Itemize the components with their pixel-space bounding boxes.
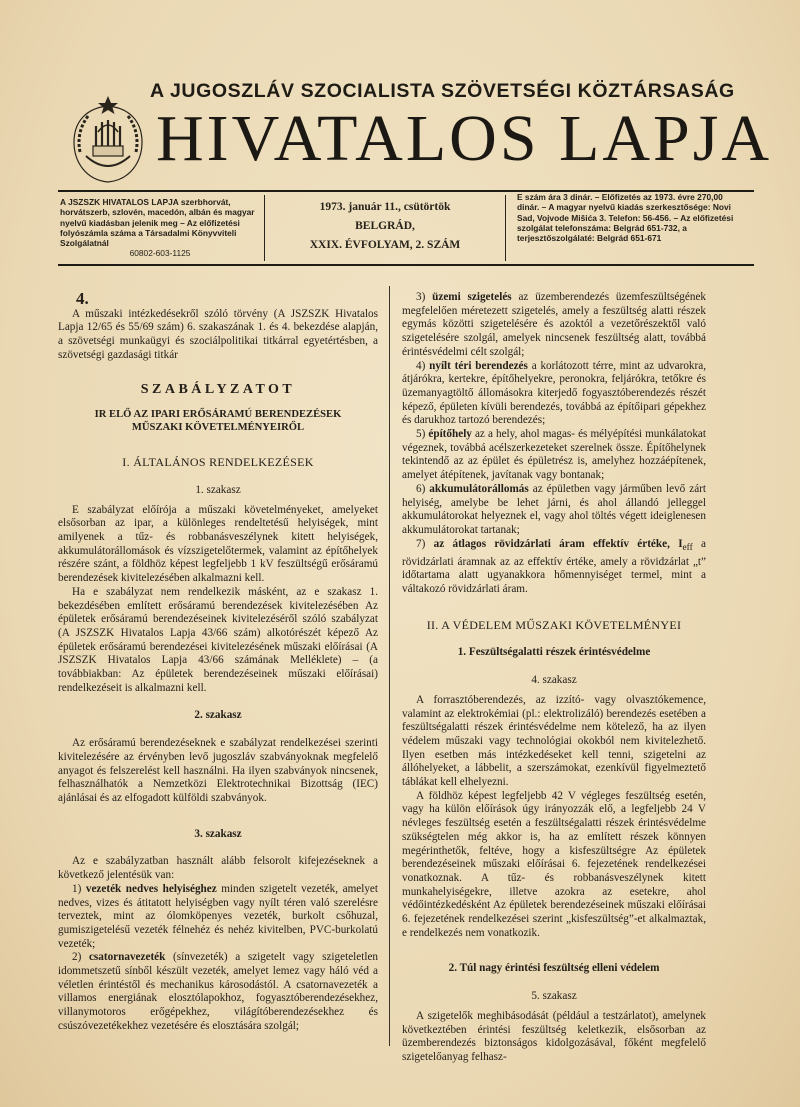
column-divider [389, 286, 390, 1046]
article-5-heading: 5. szakasz [531, 990, 577, 1003]
article-5-paragraph-1: A szigetelők meghibásodását (például a testzárlatot), amelynek következtében érintési feszültség keletkezik, elsősorban az üzemberendezés biztonságos kidolgozásával, főként megfelelő szigetelőanyag felhasz- [402, 1009, 706, 1063]
issue-place: BELGRÁD, [355, 220, 415, 232]
article-4-heading: 4. szakasz [531, 674, 577, 687]
intro-paragraph: A műszaki intézkedésekről szóló törvény (A JSZSZK Hivatalos Lapja 12/65 és 55/69 szám) 6. szakaszának 1. és 4. bekezdése alapján, a szövetségi munkaügyi és szociálpolitikai titkárral egyetértésben, a szövetségi gazdasági titkár [58, 307, 378, 361]
article-1-paragraph-1: E szabályzat előírója a műszaki követelményeket, amelyeket elsősorban az ipar, a különleges rendeltetésű helyiségek, mint amilyenek a tűz- és robbanásveszélynek kitett helyiségek, akkumulátorállomások és vízszigetelőtermek, valamint az építőhelyek részére szánt, a földhöz képest legfeljebb 1 kV feszültségű erősáramú berendezések kivitelezésében alkalmazni kell. [58, 503, 378, 585]
masthead-price-info: E szám ára 3 dinár. – Előfizetés az 1973. évre 270,00 dinár. – A magyar nyelvű kiadás szerkesztősége: Novi Sad, Vojvode Mišića 3. Telefon: 56-456. – Az előfizetési szolgálat telefonszáma: Belgrád 651-732, a terjesztőszolgálaté: Belgrád 651-671 [517, 192, 734, 244]
article-3-item-2: 2) csatornavezeték (sínvezeték) a szigetelt vagy szigeteletlen idommetszetű sínből készült vezeték, amelyet lemez vagy háló véd a véletlen érintéstől és mechanikus károsodástól. A csatornavezeték a villamos energiának elosztólapokhoz, fogyasztóberendezésekhez, villanymotoros erőgépekhez, világítóberendezésekhez és csúszóvezetékekhez vezetésére és elosztására szolgál; [58, 951, 379, 1032]
article-4-paragraph-1: A forrasztóberendezés, az izzító- vagy olvasztókemence, valamint az elektrokémiai (pl.: elektrolizáló) berendezés esetében a feszültségalatti részek érintésvédelme nem kötelező, ha az ilyen védelem műszaki vagy technológiai okokból nem kivitelezhető. Ilyen esetben más intézkedéseket kell tenni, szigetelni az állóhelyeket, a lábbelit, a szerszámokat, ezenkívül figyelmeztető táblákat kell elhelyezni. [402, 693, 706, 789]
document-number: 4. [76, 289, 89, 308]
article-3-item-6: 6) akkumulátorállomás az épületben vagy járműben levő zárt helyiség, amelybe be lehet járni, és ahol állandó jelleggel akkumulátorokat helyeznek el, vagy ahol töltés végett ideiglenesen akkumulátorokat tartanak; [402, 482, 706, 536]
article-3-item-5: 5) építőhely az a hely, ahol magas- és mélyépítési munkálatokat végeznek, továbbá acélszerkezeteket szerelnek össze. Építőhelynek tekintendő az az épület és épületrész is, amelyhez hozzáépítenek, amelyet átépítenek, javítanak vagy bontanak; [402, 428, 706, 482]
item-3-text: az üzemberendezés üzemfeszültségének megfelelően méretezett szigetelés, amely a feszültség alatti részek egymás közötti szigetelésére és azoktól a vezetőrészektől való szigetelésére szolgál, amelyek nincsenek feszültség alatt, továbbá érintésvédelmi célt szolgál; [402, 291, 706, 358]
article-4-paragraph-2: A földhöz képest legfeljebb 42 V végleges feszültség esetén, vagy ha külön előírások úgy irányozzák elő, a legfeljebb 24 V névleges feszültség esetén a feszültségalatti részek érintésvédelme szükségtelen még akkor is, ha az említett részek könnyen megérinthetők, feltéve, hogy a kisfeszültségre Az épületek berendezéseinek műszaki előírásai 6. fejezetének rendelkezései vonatkoznak. A tűz- és robbanásveszélynek kitett munkahelyiségekre, illetve azokra az esetekre, ahol védőintézkedésként Az épületek berendezéseinek műszaki előírásai 6. fejezetének rendelkezései szerint „kisfeszültség”-et alkalmaztak, e rendelkezés nem vonatkozik. [402, 789, 706, 939]
item-3-term: üzemi szigetelés [432, 291, 512, 303]
item-4-term: nyílt téri berendezés [429, 359, 528, 372]
masthead-divider-right [505, 195, 506, 261]
article-1-paragraph-2: Ha e szabályzat nem rendelkezik másként, az e szakasz 1. bekezdésében említett erősáramú berendezések kivitelezésében Az épületek erősáramú berendezéseinek kivitelezéséről szóló szabályzat (A JSZSZK Hivatalos Lapja 43/66 szám) alkotórészét képező Az épületek erősáramú berendezései kivitelezésének műszaki előírásai (A JSZSZK Hivatalos Lapja 43/66 számának Melléklete) – (a továbbiakban: Az épületek berendezéseinek műszaki előírásai) rendelkezéseit is alkalmazni kell. [58, 585, 378, 694]
state-emblem-icon [66, 92, 150, 188]
regulation-subtitle-line-2: MŰSZAKI KÖVETELMÉNYEIRŐL [131, 422, 305, 434]
item-2-term: csatornavezeték [88, 951, 166, 964]
item-1-text: minden szigetelt vezeték, amelyet nedves, vizes és átitatott helyiségben vagy nyílt téren való szerelésre terveztek, mint az ólomköpenyes vezeték, burkolt csőhuzal, gumiszigetelésű vezeték félnehéz és nehéz kivitelben, PVC-burkolatú vezeték; [58, 882, 379, 950]
regulation-subtitle-line-1: IR ELŐ AZ IPARI ERŐSÁRAMÚ BERENDEZÉSEK [94, 409, 342, 421]
item-6-text: az épületben vagy járműben levő zárt helyiség, amelybe be lehet járni, és ahol állandó jelleggel akkumulátorokat helyeznek el, vagy ahol töltés végett ideiglenesen akkumulátorokat tartanak; [402, 482, 706, 536]
regulation-title: SZABÁLYZATOT [140, 381, 296, 397]
masthead-issue-info [272, 198, 498, 255]
article-3-item-4: 4) nyílt téri berendezés a korlátozott térre, mint az udvarokra, átjárókra, kertekre, építőhelyekre, peronokra, feljárókra, tetőkre és üzemanyagtöltő állomásokra kiterjedő fogyasztóberendezés részét képező, épületen kívüli berendezés, továbbá az építőipari gépekhez és darukhoz tartozó berendezés; [402, 359, 707, 427]
masthead-title: HIVATALOS LAPJA [156, 102, 773, 175]
article-3-heading: 3. szakasz [194, 827, 242, 840]
issue-number: XXIX. ÉVFOLYAM, 2. SZÁM [309, 239, 461, 251]
item-7-symbol: I [678, 537, 683, 550]
publication-info-text: A JSZSZK HIVATALOS LAPJA szerbhorvát, horvátszerb, szlovén, macedón, albán és magyar nyelvű kiadásban jelenik meg – Az előfizetési folyószámla száma a Társadalmi Könyvviteli Szolgálatnál [60, 197, 255, 249]
item-7-subscript: eff [682, 542, 693, 553]
article-2-heading: 2. szakasz [194, 709, 242, 722]
masthead-rule-bottom [58, 264, 754, 266]
item-4-text: a korlátozott térre, mint az udvarokra, átjárókra, kertekre, építőhelyekre, peronokra, feljárókra, tetőkre és üzemanyagtöltő állomásokra kiterjedő fogyasztóberendezés részét képező, épületen kívüli berendezés, továbbá az építőipari gépekhez és darukhoz tartozó berendezés; [402, 359, 707, 427]
masthead-top-title: A JUGOSZLÁV SZOCIALISTA SZÖVETSÉGI KÖZTÁRSASÁG [150, 80, 735, 102]
article-3-item-7: 7) az átlagos rövidzárlati áram effektív értéke, $I_{eff}$ a rövidzárlati áramnak az az effektív értéke, amely a rövidzárlat „t” időtartama alatt ugyanakkora hőmennyiséget termel, mint a váltakozó rövidzárlati áram. [402, 537, 706, 595]
section-heading-protection: II. A VÉDELEM MŰSZAKI KÖVETELMÉNYEI [426, 617, 682, 632]
subsection-1-heading: 1. Feszültségalatti részek érintésvédelme [457, 646, 651, 659]
subsection-2-heading: 2. Túl nagy érintési feszültség elleni védelem [448, 962, 660, 975]
issue-date: 1973. január 11., csütörtök [319, 201, 451, 213]
article-1-heading: 1. szakasz [195, 483, 241, 496]
item-6-term: akkumulátorállomás [429, 482, 529, 495]
item-1-term: vezeték nedves helyiséghez [85, 882, 217, 895]
item-5-term: építőhely [428, 428, 472, 441]
masthead-publication-info [60, 197, 260, 259]
account-number: 60802-603-1125 [129, 248, 191, 259]
right-column [402, 291, 706, 1065]
article-3-paragraph-1: Az e szabályzatban használt alább felsorolt kifejezéseknek a következő jelentésük van: [58, 855, 378, 882]
article-3-item-1: 1) vezeték nedves helyiséghez minden szigetelt vezeték, amelyet nedves, vizes és átitatott helyiségben vagy nyílt téren való szerelésre terveztek, mint az ólomköpenyes vezeték, burkolt csőhuzal, gumiszigetelésű vezeték félnehéz és nehéz kivitelben, PVC-burkolatú vezeték; [58, 882, 379, 950]
regulation-subtitle [58, 408, 378, 434]
item-7-term: az átlagos rövidzárlati áram effektív értéke, [433, 537, 670, 550]
item-5-text: az a hely, ahol magas- és mélyépítési munkálatokat végeznek, továbbá acélszerkezeteket szerelnek össze. Építőhelynek tekintendő az az épület és épületrész is, amelyhez hozzáépítenek, amelyet átépítenek, javítanak vagy bontanak; [402, 428, 706, 482]
section-heading-general: I. ÁLTALÁNOS RENDELKEZÉSEK [122, 455, 314, 470]
article-2-paragraph-1: Az erősáramú berendezéseknek e szabályzat rendelkezései szerinti kivitelezésére az érvényben levő jugoszláv szabványoknak megfelelő anyagot és felszerelést kell használni. Ha ilyen szabványok nincsenek, felhasználhatók a Nemzetközi Elektrotechnikai Bizottság (IEC) ajánlásai és az elfogadott külföldi szabványok. [58, 737, 378, 804]
item-7-text: a rövidzárlati áramnak az az effektív értéke, amely a rövidzárlat „t” időtartama alatt ugyanakkora hőmennyiséget termel, mint a váltakozó rövidzárlati áram. [402, 537, 706, 595]
item-2-paren: (sínvezeték) [172, 951, 228, 964]
left-column [58, 290, 378, 1034]
item-2-text: a szigetelt vagy szigeteletlen idommetszetű sínből készült vezeték, amelyet lemez vagy háló véd a véletlen érintéstől és mechanikus károsodástól. A csatornavezeték a villamos energiának elosztólapokhoz, fogyasztóberendezésekhez, villanymotoros erőgépekhez, világítóberendezésekhez és csúszóvezetékekhez vezetésére és elosztására szolgál; [58, 951, 379, 1032]
article-3-item-3: 3) üzemi szigetelés az üzemberendezés üzemfeszültségének megfelelően méretezett szigetelés, amely a feszültség alatti részek egymás közötti szigetelésére és azoktól a vezetőrészektől való szigetelésére szolgál, amelyek nincsenek feszültség alatt, továbbá érintésvédelmi célt szolgál; [402, 291, 706, 358]
masthead-divider-left [264, 195, 265, 261]
